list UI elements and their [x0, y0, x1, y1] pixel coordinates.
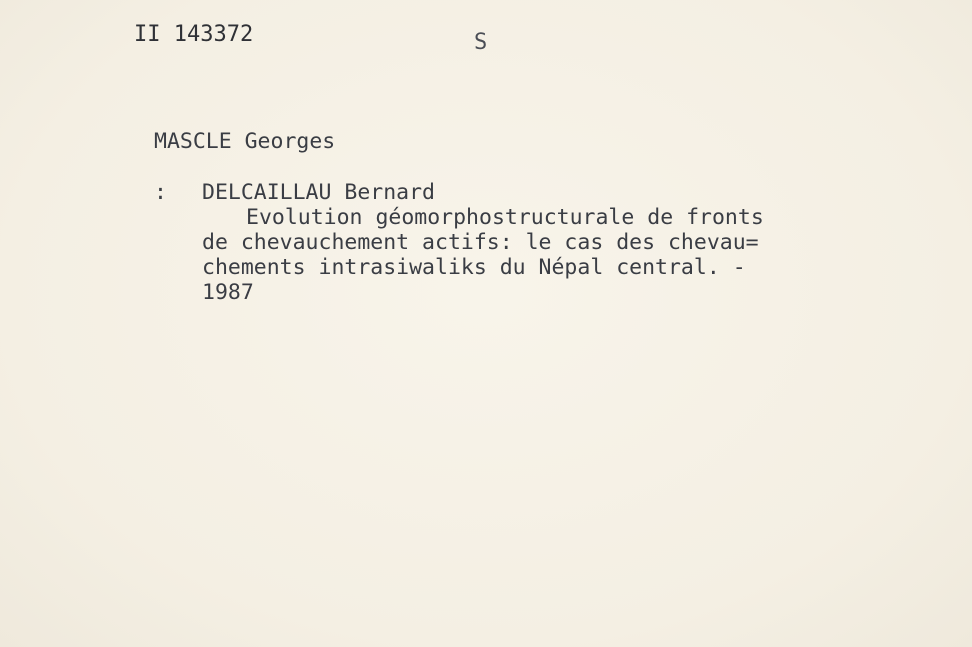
publication-year: 1987	[202, 280, 254, 305]
co-author: DELCAILLAU Bernard	[202, 180, 435, 205]
shelfmark-number: II 143372	[134, 22, 254, 47]
section-letter: S	[474, 30, 488, 55]
title-line: Evolution géomorphostructurale de fronts	[246, 205, 764, 230]
title-line: de chevauchement actifs: le cas des chevau=	[202, 230, 759, 255]
main-author: MASCLE Georges	[154, 129, 336, 154]
co-author-marker: :	[154, 180, 167, 205]
title-line: chements intrasiwaliks du Népal central. -	[202, 255, 746, 280]
